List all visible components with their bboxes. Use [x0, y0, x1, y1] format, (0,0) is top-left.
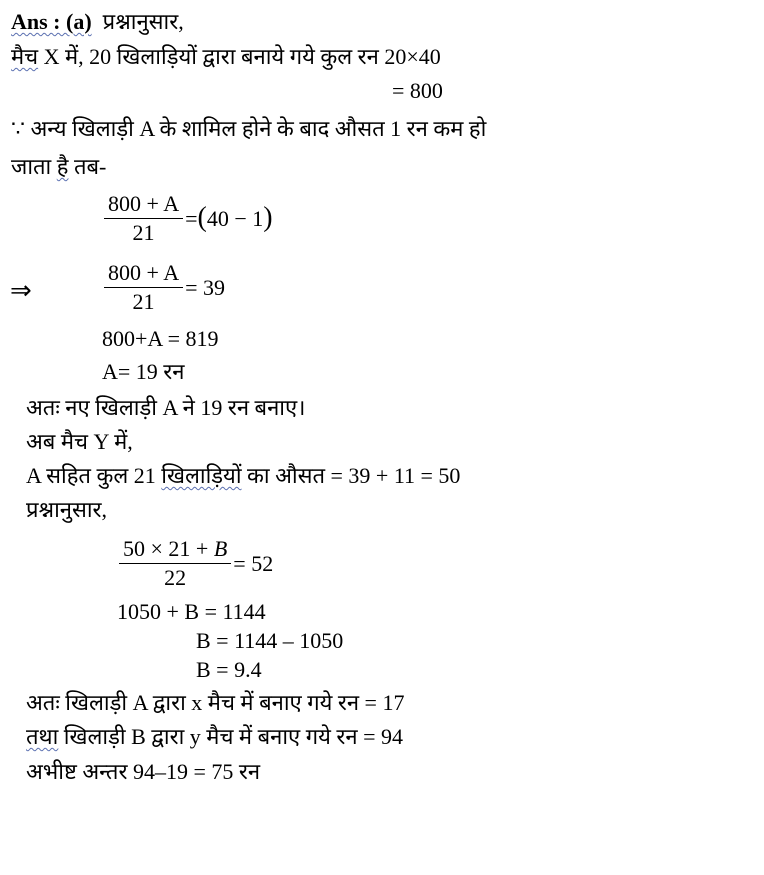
- conclusion-a-text: अतः नए खिलाड़ी A ने 19 रन बनाए।: [26, 395, 306, 420]
- equation-b-value-text: B = 9.4: [196, 657, 262, 682]
- then-line: [11, 153, 106, 181]
- then-text-a: जाता: [11, 154, 57, 179]
- conclusion-a-line: [26, 394, 306, 422]
- required-difference-line: [26, 758, 260, 786]
- equation-a19-text: A= 19 रन: [102, 359, 185, 384]
- match-x-text: X में, 20 खिलाड़ियों द्वारा बनाये गये कुल रन 20×40: [38, 44, 441, 69]
- equation-line-1144: [117, 598, 266, 626]
- match-x-line: [11, 43, 441, 71]
- fraction-1-numerator: 800 + A: [108, 191, 180, 216]
- average-text-c: का औसत = 39 + 11 = 50: [241, 463, 461, 488]
- average-text-b: खिलाड़ियों: [161, 463, 242, 488]
- new-player-text: ∵ अन्य खिलाड़ी A के शामिल होने के बाद औसत 1 रन कम हो: [11, 116, 487, 141]
- then-text-c: तब-: [68, 154, 107, 179]
- equation-line-a19: [102, 358, 185, 386]
- average-text-a: A सहित कुल 21: [26, 463, 162, 488]
- average-line: [26, 462, 460, 490]
- match-y-line: [26, 428, 133, 456]
- equation-fraction-2: [104, 259, 225, 316]
- fraction-3-num-a: 50 × 21 +: [123, 536, 214, 561]
- fraction-1-left-paren: (: [197, 202, 207, 233]
- equation-line-b-diff: [196, 627, 343, 655]
- answer-label: Ans : (a): [11, 9, 92, 34]
- runs-a-line: [26, 689, 404, 717]
- fraction-2-denominator: 21: [132, 289, 155, 314]
- answer-intro: प्रश्नानुसार,: [102, 9, 184, 34]
- runs-b-text-b: खिलाड़ी B द्वारा y मैच में बनाए गये रन = 94: [58, 724, 403, 749]
- new-player-line: [11, 115, 486, 143]
- match-y-text: अब मैच Y में,: [26, 429, 133, 454]
- fraction-1-denominator: 21: [132, 220, 155, 245]
- total-runs-line: [392, 77, 443, 105]
- equation-line-819: [102, 325, 219, 353]
- match-word: मैच: [11, 44, 39, 69]
- fraction-2-rhs: = 39: [185, 274, 226, 300]
- answer-line: [11, 8, 184, 36]
- runs-b-text-a: तथा: [26, 724, 59, 749]
- runs-b-line: [26, 723, 403, 751]
- equation-line-b-value: [196, 656, 262, 684]
- equation-b-diff-text: B = 1144 – 1050: [196, 628, 344, 653]
- implies-arrow-icon: ⇒: [10, 276, 32, 306]
- according-line: [26, 496, 107, 524]
- fraction-3-num-b: B: [213, 536, 228, 561]
- according-text: प्रश्नानुसार,: [26, 497, 108, 522]
- equation-fraction-3: [119, 535, 273, 592]
- equation-fraction-1: [104, 190, 273, 247]
- fraction-3-denominator: 22: [164, 565, 187, 590]
- fraction-3-rhs: = 52: [233, 550, 274, 576]
- total-runs-value: = 800: [392, 78, 443, 103]
- fraction-1-paren-content: 40 − 1: [206, 206, 264, 231]
- then-text-b: है: [56, 154, 69, 179]
- equation-1144-text: 1050 + B = 1144: [117, 599, 266, 624]
- fraction-3-numerator: [119, 535, 231, 563]
- fraction-1-rhs: [185, 204, 273, 233]
- required-difference-text: अभीष्ट अन्तर 94–19 = 75 रन: [26, 759, 261, 784]
- runs-a-text: अतः खिलाड़ी A द्वारा x मैच में बनाए गये रन = 17: [26, 690, 405, 715]
- fraction-1-equals: =: [185, 206, 198, 231]
- fraction-2-numerator: 800 + A: [108, 260, 180, 285]
- equation-819-text: 800+A = 819: [102, 326, 219, 351]
- fraction-1-right-paren: ): [263, 202, 273, 233]
